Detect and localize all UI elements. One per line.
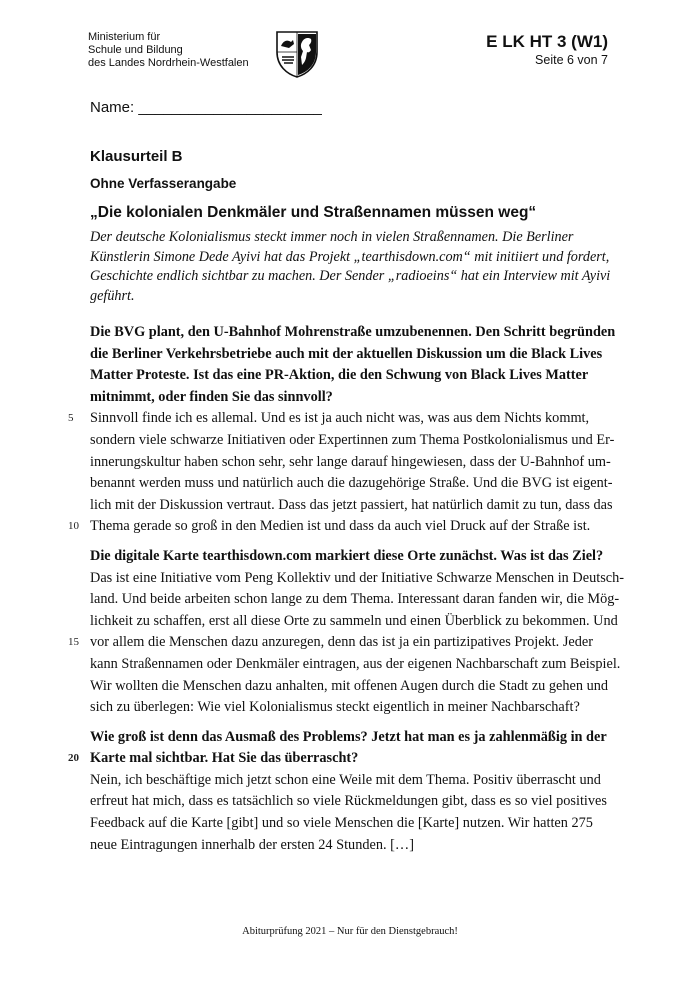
line-text: benannt werden muss und natürlich auch die dazugehörige Straße. Und die BVG ist eigent- (90, 475, 613, 492)
interview-answer-line (90, 835, 610, 857)
interview-answer-line (68, 408, 610, 430)
line-text: sondern viele schwarze Initiativen oder Expertinnen zum Thema Postkolonialismus und Er- (90, 431, 615, 448)
line-number: 20 (68, 752, 79, 765)
document-code: E LK HT 3 (W1) (486, 32, 608, 51)
intro-text (90, 228, 610, 306)
line-text: mitnimmt, oder finden Sie das sinnvoll? (90, 388, 333, 405)
interview-answer-line (90, 611, 618, 633)
line-number: 10 (68, 520, 79, 533)
interview-body (68, 322, 625, 856)
line-text: Karte mal sichtbar. Hat Sie das überrascht? (90, 750, 359, 767)
ministry-line: Schule und Bildung (88, 44, 183, 56)
line-text: Feedback auf die Karte [gibt] und so viele Menschen die [Karte] nutzen. Wir hatten 275 (90, 815, 593, 832)
line-text: die Berliner Verkehrsbetriebe auch mit der aktuellen Diskussion um die Black Lives (90, 345, 603, 362)
line-text: Sinnvoll finde ich es allemal. Und es ist ja auch nicht was, was aus dem Nichts kommt, (90, 410, 590, 427)
line-text: Wie groß ist denn das Ausmaß des Problems? Jetzt hat man es ja zahlenmäßig in der (90, 728, 607, 745)
intro-line: Künstlerin Simone Dede Ayivi hat das Projekt „tearthisdown.com“ mit initiiert und fordert, (90, 248, 610, 265)
interview-answer-line (90, 676, 610, 698)
interview-answer-line (90, 791, 610, 813)
nrw-coat-of-arms-icon (273, 30, 321, 78)
line-text: Thema gerade so groß in den Medien ist und dass da auch viel Druck auf der Straße ist. (90, 518, 591, 535)
line-number: 15 (68, 636, 79, 649)
interview-question-line (68, 748, 610, 770)
interview-answer-line (68, 516, 610, 538)
ministry-line: Ministerium für (88, 31, 161, 43)
interview-answer-line (90, 452, 610, 474)
interview-question-line (90, 344, 610, 366)
line-text: Die digitale Karte tearthisdown.com markiert diese Orte zunächst. Was ist das Ziel? (90, 547, 604, 564)
interview-question-line (90, 387, 610, 409)
line-text: land. Und beide arbeiten schon lange zu dem Thema. Interessant daran fanden wir, die Mög- (90, 591, 620, 608)
interview-question-line (90, 727, 610, 749)
interview-question-line (90, 365, 610, 387)
interview-answer-line (90, 770, 610, 792)
interview-answer-line (90, 568, 625, 590)
line-text: kann Straßennamen oder Denkmäler eintragen, aus der eigenen Nachbarschaft zum Beispiel. (90, 655, 621, 672)
interview-answer-line (90, 495, 613, 517)
paragraph-gap (90, 538, 610, 546)
line-text: Das ist eine Initiative vom Peng Kollektiv und der Initiative Schwarze Menschen in Deutsch- (90, 569, 625, 586)
ministry-name (88, 31, 249, 70)
interview-question-line (90, 322, 616, 344)
interview-answer-line (90, 589, 620, 611)
name-field[interactable]: Name: ______________________ (90, 99, 322, 116)
author-note: Ohne Verfasserangabe (90, 176, 237, 191)
line-text: Die BVG plant, den U-Bahnhof Mohrenstraße umzubenennen. Den Schritt begründen (90, 324, 616, 340)
interview-question-line (90, 546, 610, 568)
interview-answer-line (90, 654, 621, 676)
line-text: lich mit der Diskussion vertraut. Dass das jetzt passiert, hat natürlich damit zu tun, dass das (90, 496, 613, 513)
interview-answer-line (90, 473, 613, 495)
line-text: Wir wollten die Menschen dazu anhalten, mit offenen Augen durch die Stadt zu gehen und (90, 677, 609, 694)
line-text: lichkeit zu schaffen, erst all diese Orte zu sammeln und einen Überblick zu bekommen. Und (90, 612, 618, 629)
intro-line: Der deutsche Kolonialismus steckt immer noch in vielen Straßennamen. Die Berliner (90, 229, 574, 245)
line-text: neue Eintragungen innerhalb der ersten 24 Stunden. […] (90, 836, 414, 853)
line-text: innerungskultur haben schon sehr, sehr lange darauf hingewiesen, dass der U-Bahnhof um- (90, 453, 611, 470)
intro-line: Geschichte endlich sichtbar zu machen. Der Sender „radioeins“ hat ein Interview mit Ayivi (90, 268, 611, 284)
line-text: erfreut hat mich, dass es tatsächlich so viele Rückmeldungen gibt, dass es so viel positives (90, 793, 607, 810)
interview-answer-line (90, 813, 610, 835)
article-headline: „Die kolonialen Denkmäler und Straßennamen müssen weg“ (90, 204, 537, 221)
interview-answer-line (90, 430, 615, 452)
ministry-line: des Landes Nordrhein-Westfalen (88, 57, 249, 69)
line-number: 5 (68, 412, 74, 425)
interview-answer-line (68, 632, 610, 654)
line-text: vor allem die Menschen dazu anzuregen, denn das ist ja ein partizipatives Projekt. Jeder (90, 634, 593, 651)
intro-line: geführt. (90, 287, 135, 304)
line-text: sich zu überlegen: Wie viel Kolonialismus steckt eigentlich in meiner Nachbarschaft? (90, 699, 580, 716)
page-footer: Abiturprüfung 2021 – Nur für den Dienstgebrauch! (242, 926, 458, 937)
line-text: Matter Proteste. Ist das eine PR-Aktion, die den Schwung von Black Lives Matter (90, 367, 589, 384)
page-number: Seite 6 von 7 (535, 53, 608, 67)
line-text: Nein, ich beschäftige mich jetzt schon eine Weile mit dem Thema. Positiv überrascht und (90, 771, 601, 788)
interview-answer-line (90, 697, 610, 719)
paragraph-gap (90, 719, 610, 727)
part-title: Klausurteil B (90, 148, 183, 165)
